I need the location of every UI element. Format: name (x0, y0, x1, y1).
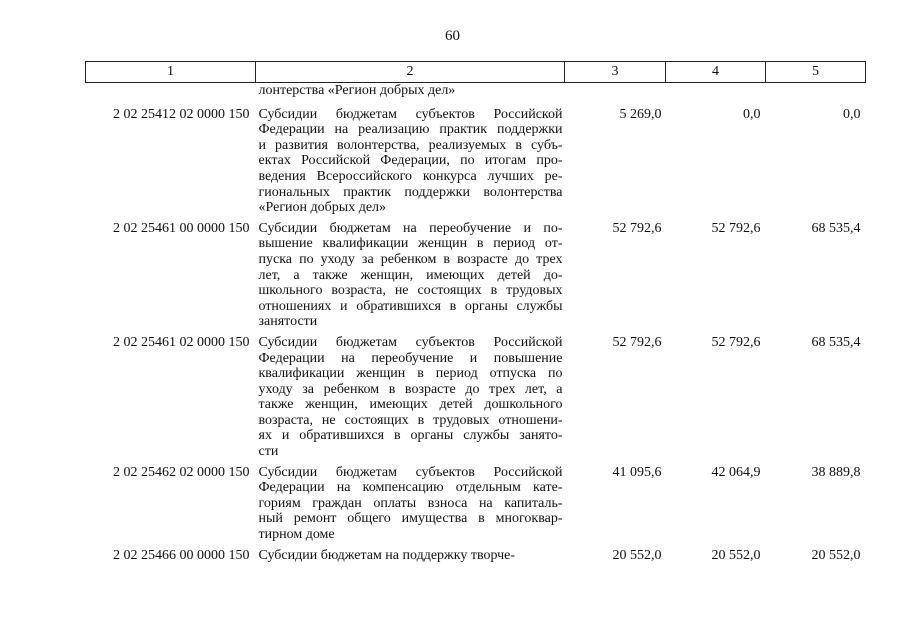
budget-code: 2 02 25461 02 0000 150 (113, 334, 250, 350)
description-line: Субсидии бюджетам на поддержку творче- (258, 547, 516, 563)
amount-col-5: 68 535,4 (811, 220, 861, 236)
description-line: вышение квалификации женщин в период от- (258, 236, 563, 252)
column-header-3: 3 (565, 62, 666, 83)
amount-col-3: 5 269,0 (619, 106, 662, 122)
table-row (86, 106, 866, 220)
description-line: отношениях и обратившихся в органы службы (258, 298, 563, 314)
revenue-description (256, 106, 565, 220)
description-line: сти (258, 444, 279, 460)
table-header-row (86, 62, 866, 83)
description-line: тирном доме (258, 527, 335, 543)
description-line: и развития волонтерства, реализуемых в субъ- (258, 137, 563, 153)
budget-revenue-table (85, 61, 866, 567)
table-row (86, 464, 866, 547)
amount-col-5: 0,0 (843, 106, 861, 122)
description-line: Федерации на компенсацию отдельным кате- (258, 480, 563, 496)
revenue-description (256, 334, 565, 464)
revenue-description (256, 464, 565, 547)
description-line: гориям граждан оплаты взноса на капиталь- (258, 495, 563, 511)
description-line: ный ремонт общего имущества в многоквар- (258, 511, 563, 527)
column-header-2: 2 (256, 62, 565, 83)
description-line: ведения Всероссийского конкурса лучших ре- (258, 168, 563, 184)
continuation-row (86, 83, 866, 106)
amount-col-3: 20 552,0 (612, 547, 662, 563)
column-header-4: 4 (666, 62, 766, 83)
description-line: ектах Российской Федерации, по итогам про- (258, 153, 563, 169)
column-header-1: 1 (86, 62, 256, 83)
description-line: лет, а также женщин, имеющих детей до- (258, 267, 563, 283)
amount-col-4: 52 792,6 (711, 334, 761, 350)
revenue-description (256, 220, 565, 334)
description-line: также женщин, имеющих детей дошкольного (258, 397, 563, 413)
table-row (86, 220, 866, 334)
description-line: Субсидии бюджетам субъектов Российской (258, 334, 563, 350)
description-line: школьного возраста, не состоящих в трудовых (258, 283, 563, 299)
description-line: квалификации женщин в период отпуска по (258, 366, 563, 382)
table-row (86, 334, 866, 464)
budget-code: 2 02 25462 02 0000 150 (113, 464, 250, 480)
amount-col-4: 42 064,9 (711, 464, 761, 480)
description-line: занятости (258, 314, 318, 330)
budget-code: 2 02 25466 00 0000 150 (113, 547, 250, 563)
table-row (86, 547, 866, 568)
description-line: Субсидии бюджетам субъектов Российской (258, 464, 563, 480)
amount-col-4: 20 552,0 (711, 547, 761, 563)
budget-code: 2 02 25412 02 0000 150 (113, 106, 250, 122)
description-line: возраста, не состоящих в трудовых отношени- (258, 412, 563, 428)
continuation-text: лонтерства «Регион добрых дел» (258, 83, 456, 98)
amount-col-4: 52 792,6 (711, 220, 761, 236)
description-line: «Регион добрых дел» (258, 200, 387, 216)
description-line: Субсидии бюджетам субъектов Российской (258, 106, 563, 122)
description-line: гиональных практик поддержки волонтерства (258, 184, 563, 200)
page-number: 60 (445, 28, 460, 44)
description-line: Федерации на переобучение и повышение (258, 350, 563, 366)
description-line: ях и обратившихся в органы службы занято- (258, 428, 563, 444)
description-line: уходу за ребенком в возрасте до трех лет, а (258, 381, 563, 397)
amount-col-3: 52 792,6 (612, 220, 662, 236)
description-line: Федерации на реализацию практик поддержки (258, 122, 563, 138)
amount-col-3: 52 792,6 (612, 334, 662, 350)
column-header-5: 5 (766, 62, 866, 83)
description-line: пуска по уходу за ребенком в возрасте до трех (258, 251, 563, 267)
amount-col-5: 38 889,8 (811, 464, 861, 480)
continuation-code-cell (86, 83, 256, 106)
amount-col-4: 0,0 (743, 106, 761, 122)
description-line: Субсидии бюджетам на переобучение и по- (258, 220, 563, 236)
amount-col-3: 41 095,6 (612, 464, 662, 480)
amount-col-5: 68 535,4 (811, 334, 861, 350)
amount-col-5: 20 552,0 (811, 547, 861, 563)
revenue-description (256, 547, 565, 568)
budget-code: 2 02 25461 00 0000 150 (113, 220, 250, 236)
